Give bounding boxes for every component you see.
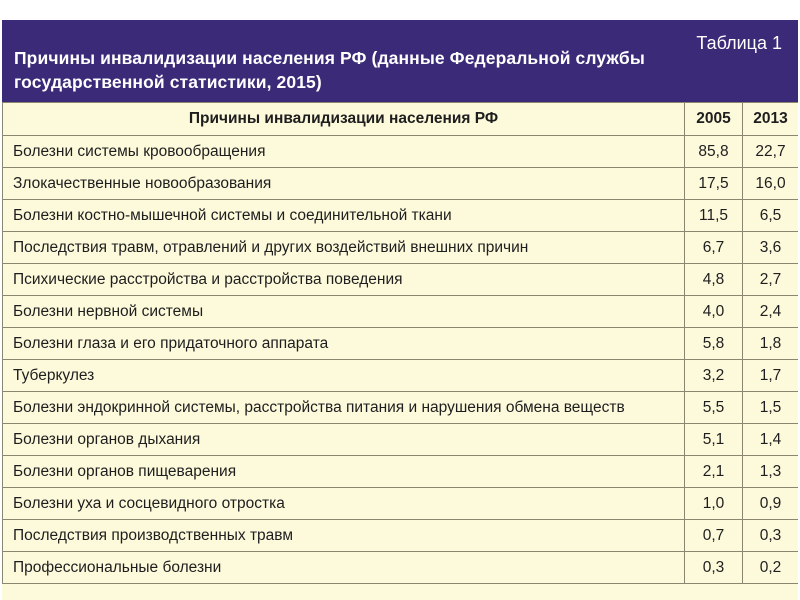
- table-row: [3, 456, 799, 488]
- value-2013-cell: 3,6: [743, 232, 799, 264]
- value-2005-cell: 4,0: [685, 296, 743, 328]
- table-row: [3, 232, 799, 264]
- table-row: [3, 488, 799, 520]
- value-2005-cell: 0,7: [685, 520, 743, 552]
- column-header-2013: 2013: [743, 103, 799, 136]
- table-row: [3, 360, 799, 392]
- value-2005-cell: 0,3: [685, 552, 743, 584]
- table-row: [3, 520, 799, 552]
- cause-cell: Болезни системы кровообращения: [3, 136, 685, 168]
- data-table-container: [2, 102, 798, 600]
- table-row: [3, 424, 799, 456]
- table-row: [3, 552, 799, 584]
- cause-cell: Болезни органов дыхания: [3, 424, 685, 456]
- value-2013-cell: 22,7: [743, 136, 799, 168]
- table-row: [3, 296, 799, 328]
- value-2005-cell: 2,1: [685, 456, 743, 488]
- table-title: [14, 46, 654, 94]
- cause-cell: Болезни органов пищеварения: [3, 456, 685, 488]
- cause-cell: Болезни уха и сосцевидного отростка: [3, 488, 685, 520]
- cause-cell: Болезни нервной системы: [3, 296, 685, 328]
- value-2005-cell: 5,1: [685, 424, 743, 456]
- disability-causes-table: [2, 102, 798, 584]
- cause-cell: Болезни эндокринной системы, расстройства питания и нарушения обмена веществ: [3, 392, 685, 424]
- table-row: [3, 264, 799, 296]
- cause-cell: Последствия производственных травм: [3, 520, 685, 552]
- value-2013-cell: 1,8: [743, 328, 799, 360]
- value-2013-cell: 2,7: [743, 264, 799, 296]
- value-2013-cell: 2,4: [743, 296, 799, 328]
- table-row: [3, 328, 799, 360]
- table-header-banner: [2, 20, 798, 102]
- table-title-line-1: Причины инвалидизации населения РФ (данные Федеральной службы: [14, 48, 645, 68]
- top-strip: [0, 0, 800, 20]
- value-2005-cell: 1,0: [685, 488, 743, 520]
- table-body: [3, 136, 799, 584]
- value-2013-cell: 1,5: [743, 392, 799, 424]
- cause-cell: Психические расстройства и расстройства поведения: [3, 264, 685, 296]
- value-2013-cell: 0,2: [743, 552, 799, 584]
- column-header-cause: Причины инвалидизации населения РФ: [3, 103, 685, 136]
- value-2005-cell: 5,5: [685, 392, 743, 424]
- table-header-row: [3, 103, 799, 136]
- table-row: [3, 392, 799, 424]
- value-2013-cell: 16,0: [743, 168, 799, 200]
- cause-cell: Туберкулез: [3, 360, 685, 392]
- value-2005-cell: 85,8: [685, 136, 743, 168]
- cause-cell: Болезни костно-мышечной системы и соединительной ткани: [3, 200, 685, 232]
- table-number-label: Таблица 1: [696, 33, 782, 53]
- value-2005-cell: 3,2: [685, 360, 743, 392]
- value-2005-cell: 17,5: [685, 168, 743, 200]
- value-2005-cell: 11,5: [685, 200, 743, 232]
- value-2013-cell: 1,7: [743, 360, 799, 392]
- cause-cell: Последствия травм, отравлений и других воздействий внешних причин: [3, 232, 685, 264]
- table-row: [3, 136, 799, 168]
- cause-cell: Профессиональные болезни: [3, 552, 685, 584]
- value-2005-cell: 4,8: [685, 264, 743, 296]
- value-2013-cell: 6,5: [743, 200, 799, 232]
- table-title-line-2: государственной статистики, 2015): [14, 72, 322, 92]
- column-header-2005: 2005: [685, 103, 743, 136]
- table-row: [3, 200, 799, 232]
- value-2013-cell: 1,3: [743, 456, 799, 488]
- value-2005-cell: 5,8: [685, 328, 743, 360]
- cause-cell: Болезни глаза и его придаточного аппарата: [3, 328, 685, 360]
- value-2005-cell: 6,7: [685, 232, 743, 264]
- value-2013-cell: 0,9: [743, 488, 799, 520]
- value-2013-cell: 1,4: [743, 424, 799, 456]
- value-2013-cell: 0,3: [743, 520, 799, 552]
- table-row: [3, 168, 799, 200]
- cause-cell: Злокачественные новообразования: [3, 168, 685, 200]
